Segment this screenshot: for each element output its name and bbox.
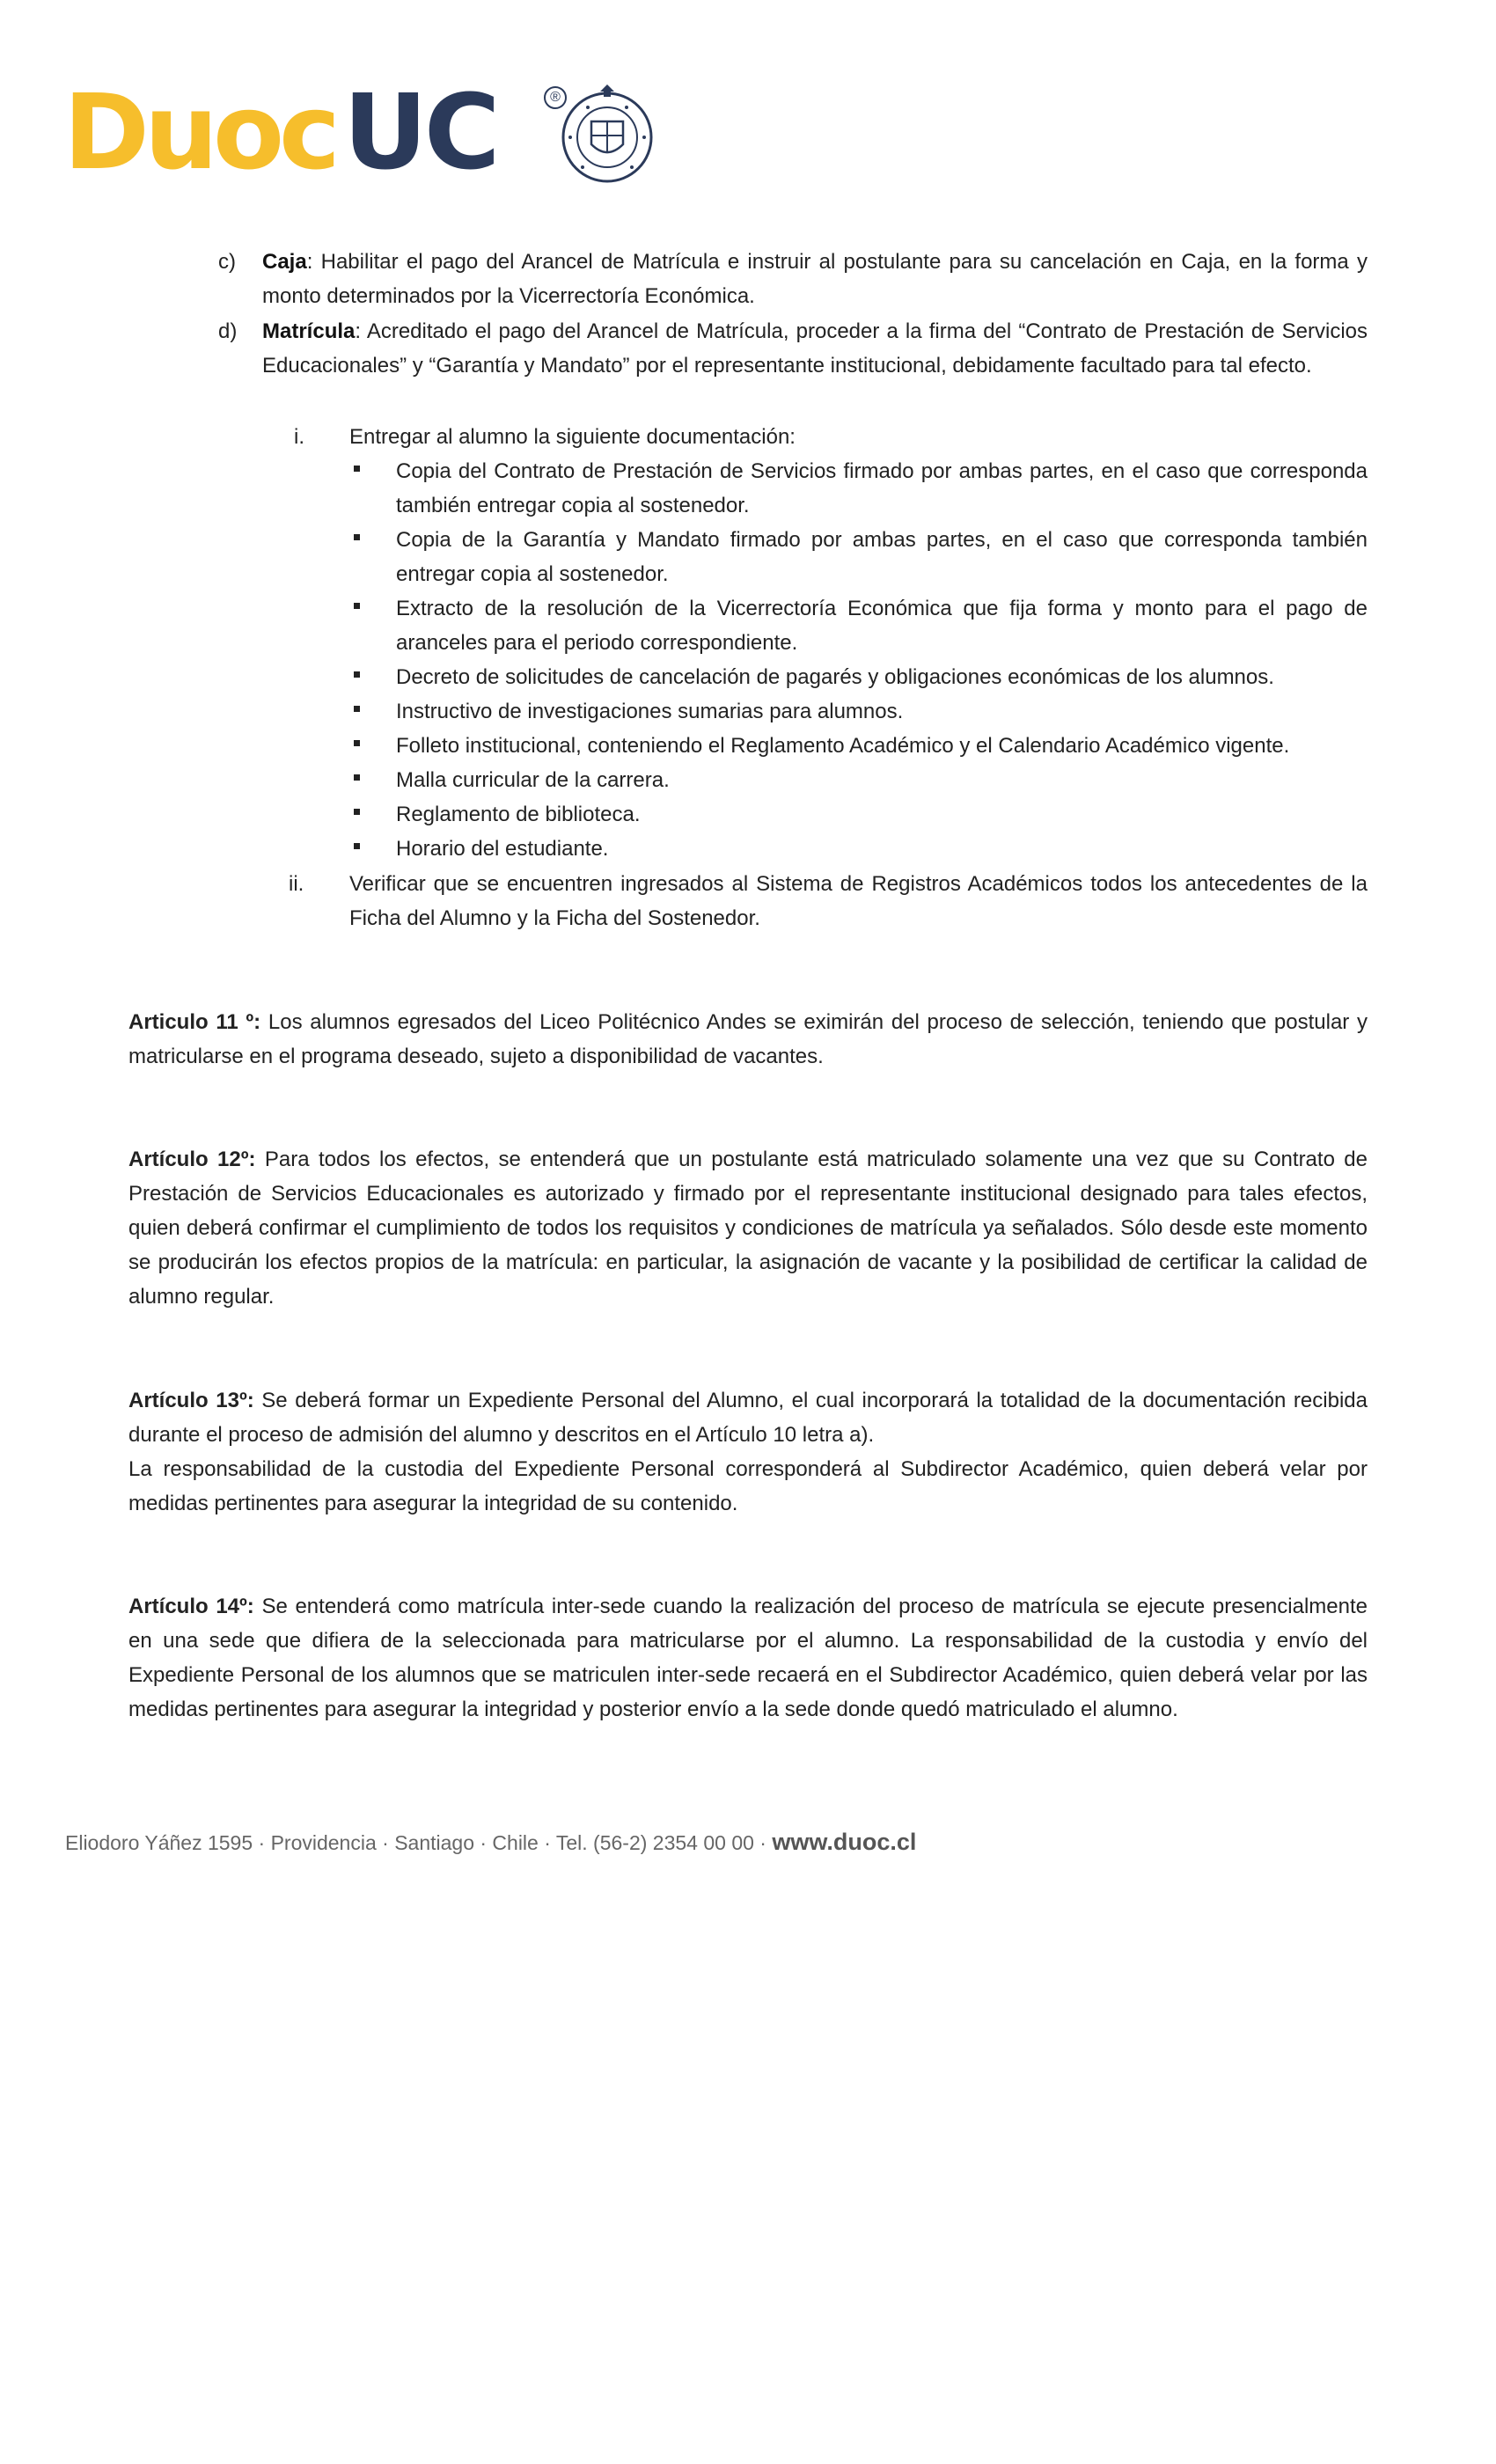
bullet-marker bbox=[354, 809, 360, 815]
bullet-item-7: Malla curricular de la carrera. bbox=[396, 768, 670, 792]
registered-mark: ® bbox=[544, 86, 567, 109]
bullet-marker bbox=[354, 671, 360, 678]
bullet-item-4: Decreto de solicitudes de cancelación de pagarés y obligaciones económicas de los alumnos. bbox=[396, 665, 1274, 689]
article-13 bbox=[128, 1383, 1368, 1452]
bullet-item-5: Instructivo de investigaciones sumarias para alumnos. bbox=[396, 700, 904, 723]
article-12-title: Artículo 12º: bbox=[128, 1148, 256, 1171]
bullet-marker bbox=[354, 706, 360, 712]
sub-item-ii: Verificar que se encuentren ingresados al Sistema de Registros Académicos todos los antecedentes de la Ficha del Alumno y la Ficha del Sostenedor. bbox=[349, 872, 1368, 930]
section-d-matricula bbox=[262, 314, 1368, 383]
article-11-title: Articulo 11 º: bbox=[128, 1010, 261, 1034]
footer-address: Eliodoro Yáñez 1595 · Providencia · Santiago · Chile · Tel. (56-2) 2354 00 00 · bbox=[65, 1831, 773, 1854]
article-13-title: Artículo 13º: bbox=[128, 1389, 254, 1412]
list-marker-d: d) bbox=[218, 319, 238, 343]
bullet-item-6: Folleto institucional, conteniendo el Reglamento Académico y el Calendario Académico vigente. bbox=[396, 734, 1290, 758]
logo-uc-text: UC bbox=[343, 71, 497, 193]
section-c-title: Caja bbox=[262, 250, 307, 274]
sub-item-i: Entregar al alumno la siguiente documentación: bbox=[349, 425, 796, 449]
section-d-text: : Acreditado el pago del Arancel de Matrícula, proceder a la firma del “Contrato de Prestación de Servicios Educacionales” y “Garantía y Mandato” por el representante institucional, debidamente facultado para tal efecto. bbox=[262, 319, 1368, 378]
bullet-item-2: Copia de la Garantía y Mandato firmado por ambas partes, en el caso que corresponda también entregar copia al sostenedor. bbox=[396, 528, 1368, 586]
bullet-item-3: Extracto de la resolución de la Vicerrectoría Económica que fija forma y monto para el pago de aranceles para el periodo correspondiente. bbox=[396, 597, 1368, 655]
bullet-marker bbox=[354, 603, 360, 609]
bullet-marker bbox=[354, 534, 360, 540]
bullet-item-1: Copia del Contrato de Prestación de Servicios firmado por ambas partes, en el caso que corresponda también entregar copia al sostenedor. bbox=[396, 459, 1368, 517]
duoc-uc-logo bbox=[63, 70, 609, 194]
bullet-item-9: Horario del estudiante. bbox=[396, 837, 609, 861]
bullet-marker bbox=[354, 740, 360, 746]
article-12-text: Para todos los efectos, se entenderá que un postulante está matriculado solamente una vez que su Contrato de Prestación de Servicios Educacionales es autorizado y firmado por el representante institucional designado para tales efectos, quien deberá confirmar el cumplimiento de todos los requisitos y condiciones de matrícula ya señalados. Sólo desde este momento se producirán los efectos propios de la matrícula: en particular, la asignación de vacante y la posibilidad de certificar la calidad de alumno regular. bbox=[128, 1148, 1368, 1309]
article-11-text: Los alumnos egresados del Liceo Politécnico Andes se eximirán del proceso de selección, teniendo que postular y matricularse en el programa deseado, sujeto a disponibilidad de vacantes. bbox=[128, 1010, 1368, 1068]
article-14-title: Artículo 14º: bbox=[128, 1595, 254, 1618]
bullet-marker bbox=[354, 774, 360, 781]
article-13-paragraph-2: La responsabilidad de la custodia del Expediente Personal corresponderá al Subdirector Académico, quien deberá velar por medidas pertinentes para asegurar la integridad de su contenido. bbox=[128, 1457, 1368, 1515]
article-12 bbox=[128, 1142, 1368, 1314]
footer-website-link[interactable]: www.duoc.cl bbox=[772, 1829, 917, 1855]
article-13-text: Se deberá formar un Expediente Personal del Alumno, el cual incorporará la totalidad de la documentación recibida durante el proceso de admisión del alumno y descritos en el Artículo 10 letra a). bbox=[128, 1389, 1368, 1447]
article-14 bbox=[128, 1589, 1368, 1727]
bullet-marker bbox=[354, 843, 360, 849]
university-seal-icon bbox=[556, 83, 658, 185]
article-14-text: Se entenderá como matrícula inter-sede cuando la realización del proceso de matrícula se ejecute presencialmente en una sede que difiera de la seleccionada para matricularse por el alumno. La responsabilidad de la custodia y envío del Expediente Personal de los alumnos que se matriculen inter-sede recaerá en el Subdirector Académico, quien deberá velar por las medidas pertinentes para asegurar la integridad y posterior envío a la sede donde quedó matriculado el alumno. bbox=[128, 1595, 1368, 1721]
section-d-title: Matrícula bbox=[262, 319, 356, 343]
list-marker-i: i. bbox=[294, 425, 304, 449]
list-marker-ii: ii. bbox=[289, 872, 304, 896]
article-11 bbox=[128, 1005, 1368, 1074]
section-c-text: : Habilitar el pago del Arancel de Matrícula e instruir al postulante para su cancelación en Caja, en la forma y monto determinados por la Vicerrectoría Económica. bbox=[262, 250, 1368, 308]
page-footer bbox=[65, 1829, 916, 1856]
bullet-item-8: Reglamento de biblioteca. bbox=[396, 803, 641, 826]
logo-duoc-text: Duoc bbox=[63, 71, 335, 193]
bullet-marker bbox=[354, 466, 360, 472]
list-marker-c: c) bbox=[218, 250, 236, 274]
section-c-caja bbox=[262, 245, 1368, 313]
